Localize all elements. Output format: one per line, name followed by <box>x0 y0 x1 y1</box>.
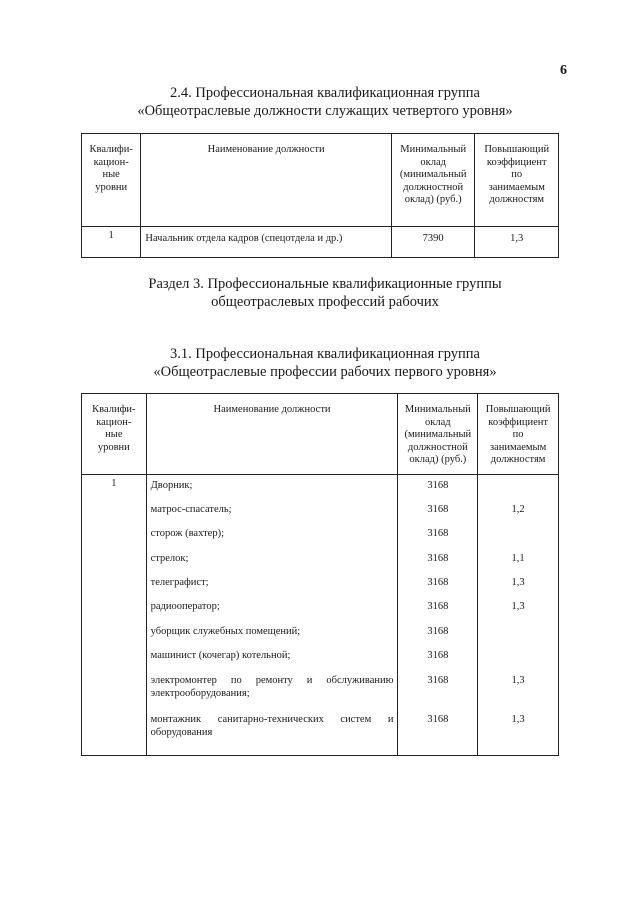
list-item-salary: 3168 <box>427 601 449 612</box>
cell-level: 1 <box>82 475 147 756</box>
header-coef-text: Повышающий коэффициент по занимаемым должностям <box>485 404 551 465</box>
table-header-row <box>82 134 559 227</box>
header-salary-text: Минимальный оклад (минимальный должностной оклад) (руб.) <box>404 404 472 465</box>
header-coef <box>475 134 559 227</box>
header-level-text: Квалифи- кацион- ные уровни <box>92 404 136 453</box>
cell-salary: 7390 <box>391 227 475 258</box>
header-salary <box>391 134 475 227</box>
table-row <box>82 227 559 258</box>
section-3-title-line1: Раздел 3. Профессиональные квалификационные группы <box>148 276 502 292</box>
list-item-coef: 1,1 <box>511 553 525 564</box>
cell-name: Начальник отдела кадров (спецотдела и др.) <box>141 227 392 258</box>
names-list <box>151 475 394 752</box>
section-3-1-title-line1: 3.1. Профессиональная квалификационная группа <box>170 346 480 362</box>
header-coef <box>478 394 559 475</box>
cell-names <box>146 475 398 756</box>
header-level <box>82 394 147 475</box>
header-salary <box>398 394 478 475</box>
list-item-coef: 1,3 <box>511 601 525 612</box>
header-level <box>82 134 141 227</box>
list-item-name: телеграфист; <box>150 577 209 588</box>
section-2-4-title-line2: «Общеотраслевые должности служащих четвертого уровня» <box>137 103 513 119</box>
cell-coefs <box>478 475 559 756</box>
list-item-name: стрелок; <box>150 553 189 564</box>
list-item-name: радиооператор; <box>150 601 220 612</box>
header-name <box>146 394 398 475</box>
coef-list <box>478 475 558 752</box>
list-item-name: матрос-спасатель; <box>150 504 232 515</box>
list-item-salary: 3168 <box>427 577 449 588</box>
section-3-1-table <box>81 393 559 756</box>
header-level-text: Квалифи- кацион- ные уровни <box>89 144 133 193</box>
list-item-salary: 3168 <box>427 626 449 637</box>
list-item-name: монтажник санитарно-технических систем и оборудования <box>150 714 394 738</box>
list-item-salary: 3168 <box>427 553 449 564</box>
header-name <box>141 134 392 227</box>
list-item-name: сторож (вахтер); <box>150 528 224 539</box>
cell-level: 1 <box>82 227 141 258</box>
page-number: 6 <box>560 63 567 78</box>
list-item-coef: 1,3 <box>511 714 525 725</box>
section-2-4-title-line1: 2.4. Профессиональная квалификационная группа <box>170 85 480 101</box>
list-item-name: машинист (кочегар) котельной; <box>150 650 291 661</box>
header-salary-text: Минимальный оклад (минимальный должностной оклад) (руб.) <box>399 144 467 205</box>
section-3-title <box>60 275 590 311</box>
list-item-name: уборщик служебных помещений; <box>150 626 301 637</box>
table-header-row <box>82 394 559 475</box>
table-row <box>82 475 559 756</box>
list-item-salary: 3168 <box>427 650 449 661</box>
header-name-text: Наименование должности <box>207 144 325 155</box>
cell-salaries <box>398 475 478 756</box>
list-item-coef: 1,3 <box>511 577 525 588</box>
header-coef-text: Повышающий коэффициент по занимаемым должностям <box>484 144 550 205</box>
salary-list <box>398 475 477 752</box>
section-3-title-line2: общеотраслевых профессий рабочих <box>211 294 439 310</box>
list-item-coef: 1,3 <box>511 675 525 686</box>
list-item-salary: 3168 <box>427 504 449 515</box>
list-item-coef: 1,2 <box>511 504 525 515</box>
section-2-4-title <box>60 84 590 120</box>
header-name-text: Наименование должности <box>213 404 331 415</box>
cell-coef: 1,3 <box>475 227 559 258</box>
list-item-salary: 3168 <box>427 714 449 725</box>
list-item-salary: 3168 <box>427 528 449 539</box>
list-item-salary: 3168 <box>427 675 449 686</box>
list-item-name: Дворник; <box>150 480 193 491</box>
section-2-4-table <box>81 133 559 258</box>
list-item-salary: 3168 <box>427 480 449 491</box>
list-item-name: электромонтер по ремонту и обслуживанию электрооборудования; <box>150 675 394 699</box>
section-3-1-title-line2: «Общеотраслевые профессии рабочих первого уровня» <box>153 364 497 380</box>
section-3-1-title <box>60 345 590 381</box>
